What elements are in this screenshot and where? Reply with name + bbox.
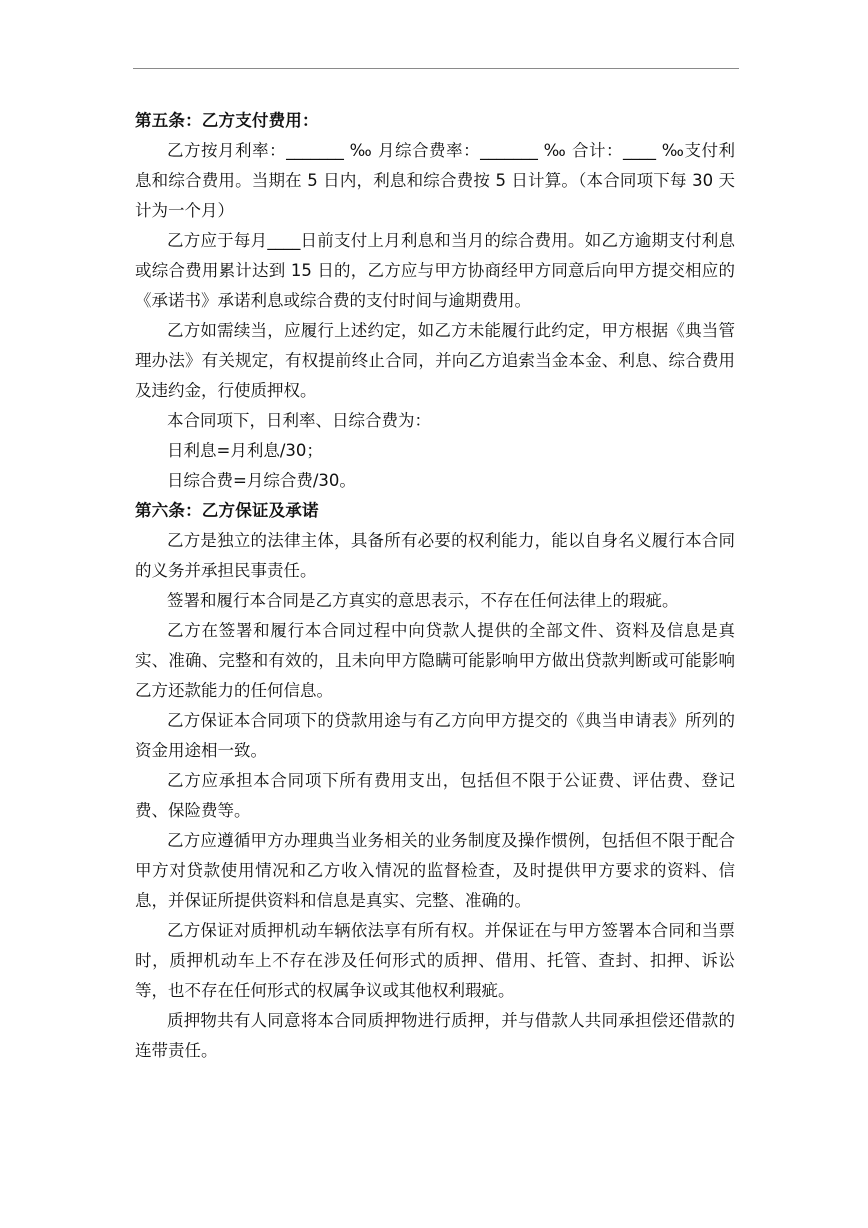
article-6-paragraph-3: 乙方在签署和履行本合同过程中向贷款人提供的全部文件、资料及信息是真实、准确、完整和有效的，且未向甲方隐瞒可能影响甲方做出贷款判断或可能影响乙方还款能力的任何信息。	[135, 621, 735, 700]
article-6-paragraph-8: 质押物共有人同意将本合同质押物进行质押，并与借款人共同承担偿还借款的连带责任。	[135, 1011, 735, 1060]
formula-daily-fee: 日综合费=月综合费/30。	[167, 471, 356, 490]
article-5-paragraph-4: 本合同项下，日利率、日综合费为：	[167, 411, 431, 430]
article-6-paragraph-2: 签署和履行本合同是乙方真实的意思表示，不存在任何法律上的瑕疵。	[167, 591, 679, 610]
formula-daily-interest: 日利息=月利息/30；	[167, 441, 323, 460]
article-6-paragraph-6: 乙方应遵循甲方办理典当业务相关的业务制度及操作惯例，包括但不限于配合甲方对贷款使用情况和乙方收入情况的监督检查，及时提供甲方要求的资料、信息，并保证所提供资料和信息是真实、完整、准确的。	[135, 831, 735, 910]
header-divider	[133, 68, 739, 69]
article-5-paragraph-2: 乙方应于每月____日前支付上月利息和当月的综合费用。如乙方逾期支付利息或综合费用累计达到 15 日的，乙方应与甲方协商经甲方同意后向甲方提交相应的《承诺书》承诺利息或综合费的支付时间与逾期费用。	[135, 231, 735, 310]
article-5-paragraph-3: 乙方如需续当，应履行上述约定，如乙方未能履行此约定，甲方根据《典当管理办法》有关规定，有权提前终止合同，并向乙方追索当金本金、利息、综合费用及违约金，行使质押权。	[135, 321, 735, 400]
document-body	[135, 106, 735, 1066]
article-6-paragraph-4: 乙方保证本合同项下的贷款用途与有乙方向甲方提交的《典当申请表》所列的资金用途相一致。	[135, 711, 735, 760]
article-6-paragraph-7: 乙方保证对质押机动车辆依法享有所有权。并保证在与甲方签署本合同和当票时，质押机动车上不存在涉及任何形式的质押、借用、托管、查封、扣押、诉讼等，也不存在任何形式的权属争议或其他权利瑕疵。	[135, 921, 735, 1000]
article-6-heading: 第六条：乙方保证及承诺	[135, 501, 319, 520]
article-6-paragraph-1: 乙方是独立的法律主体，具备所有必要的权利能力，能以自身名义履行本合同的义务并承担民事责任。	[135, 531, 735, 580]
article-6-paragraph-5: 乙方应承担本合同项下所有费用支出，包括但不限于公证费、评估费、登记费、保险费等。	[135, 771, 735, 820]
article-5-heading: 第五条：乙方支付费用：	[135, 111, 319, 130]
article-5-paragraph-1: 乙方按月利率：_______ ‰ 月综合费率：_______ ‰ 合计：____ ‰支付利息和综合费用。当期在 5 日内，利息和综合费按 5 日计算。（本合同项下每 30 天计为一个月）	[135, 141, 735, 220]
